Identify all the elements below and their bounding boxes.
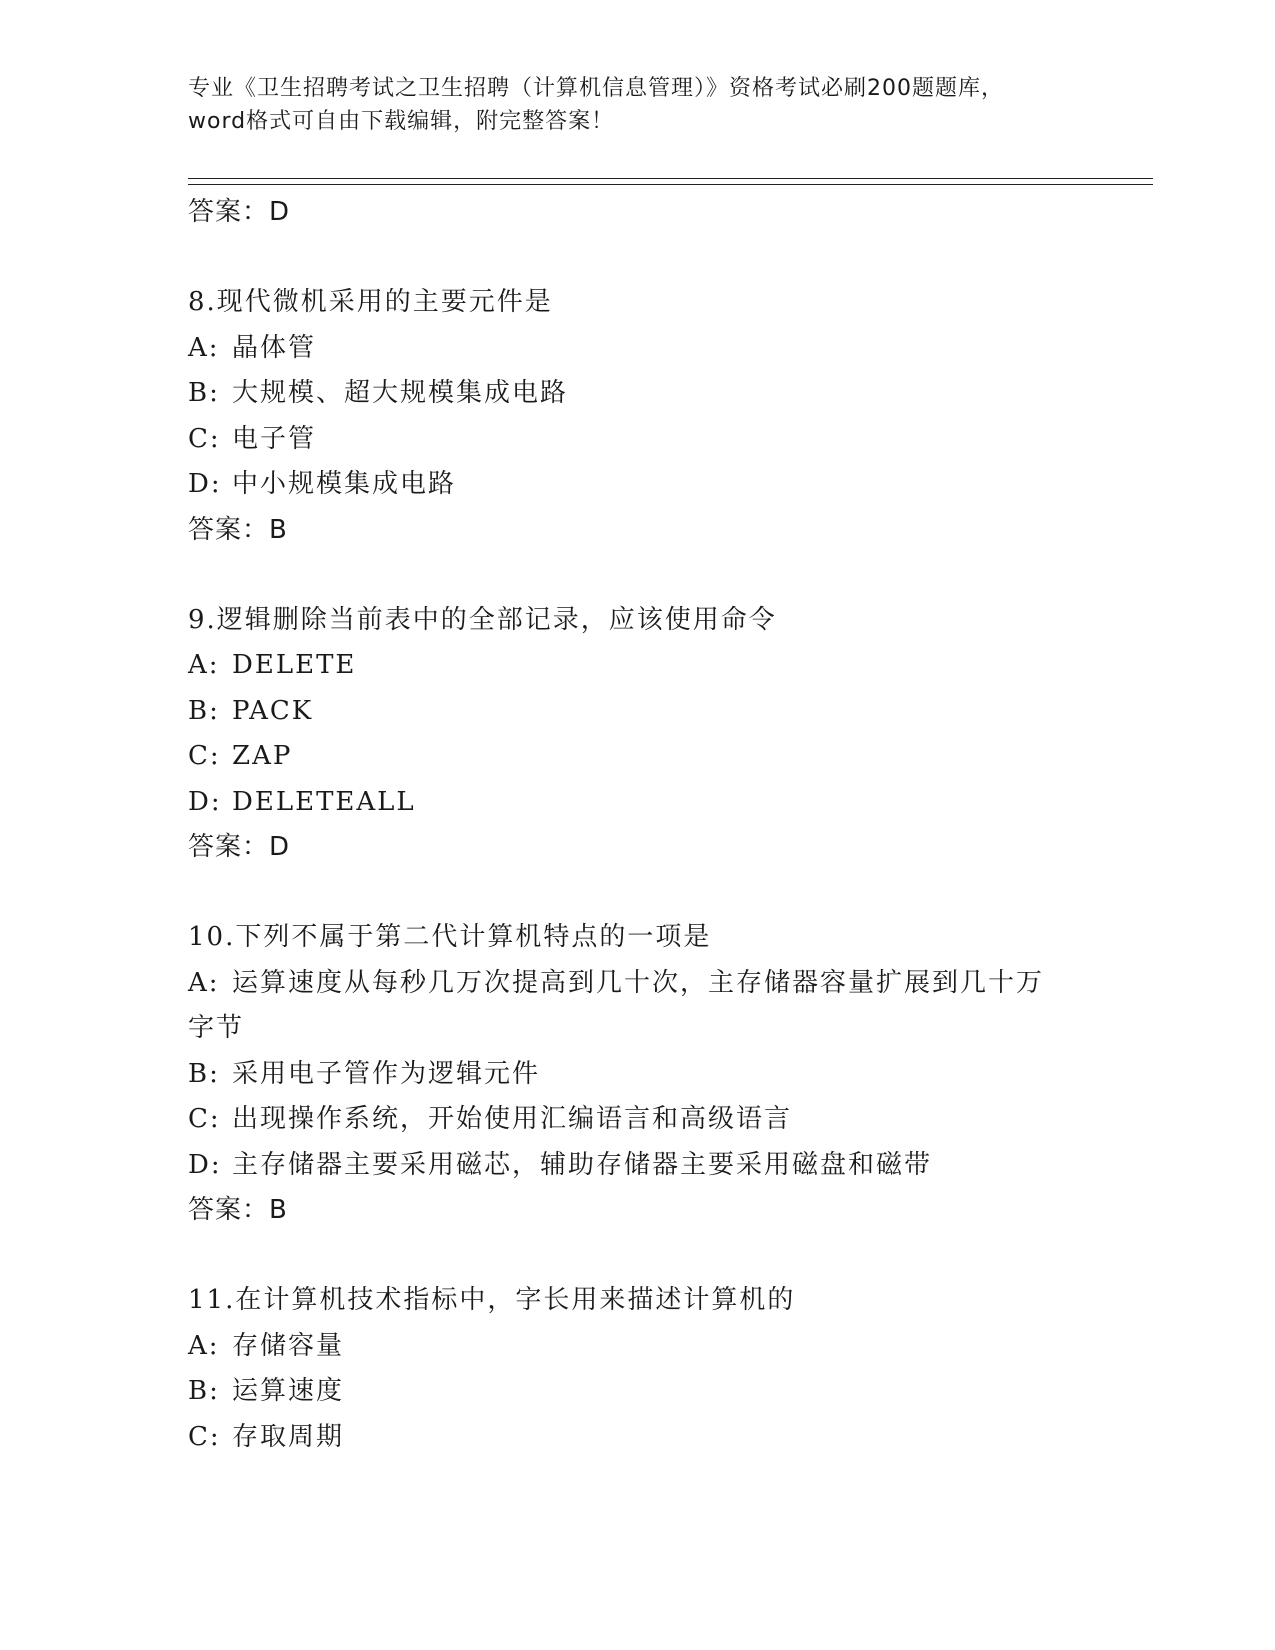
option-b: [188, 371, 1148, 417]
option-letter: C:: [188, 1421, 221, 1452]
option-c: [188, 1415, 1148, 1461]
option-letter: C:: [188, 423, 221, 454]
question-title: 10.下列不属于第二代计算机特点的一项是: [188, 922, 712, 952]
option-c: [188, 1097, 1148, 1143]
option-a: [188, 326, 1148, 372]
document-header: [188, 72, 1088, 138]
option-a-continuation: 字节: [188, 1013, 245, 1043]
question-title: 11.在计算机技术指标中，字长用来描述计算机的: [188, 1285, 796, 1315]
header-divider-top: [188, 178, 1153, 179]
option-text: 存储容量: [232, 1330, 345, 1361]
option-letter: D:: [188, 469, 222, 499]
option-letter: B:: [188, 378, 220, 408]
header-line-2: word格式可自由下载编辑，附完整答案！: [188, 109, 615, 134]
option-a: [188, 643, 1148, 689]
option-text: ZAP: [232, 741, 293, 771]
option-text: 晶体管: [232, 332, 317, 363]
option-text: 出现操作系统，开始使用汇编语言和高级语言: [232, 1104, 793, 1134]
option-letter: C:: [188, 1104, 221, 1134]
option-c: [188, 417, 1148, 463]
option-letter: C:: [188, 741, 221, 771]
option-a: [188, 961, 1148, 1007]
question-title: 9.逻辑删除当前表中的全部记录，应该使用命令: [188, 604, 777, 635]
option-text: 主存储器主要采用磁芯，辅助存储器主要采用磁盘和磁带: [232, 1149, 933, 1180]
option-text: 存取周期: [232, 1421, 345, 1452]
answer-line: 答案：B: [188, 1195, 288, 1225]
question-title: 8.现代微机采用的主要元件是: [188, 287, 553, 317]
question-item: [188, 1278, 1148, 1460]
option-text: 采用电子管作为逻辑元件: [232, 1058, 541, 1089]
option-text: DELETEALL: [232, 786, 416, 817]
answer-line: 答案：D: [188, 197, 291, 227]
option-b: [188, 1052, 1148, 1098]
option-text: 运算速度: [232, 1376, 345, 1406]
question-item: [188, 280, 1148, 552]
option-b: [188, 1369, 1148, 1415]
option-letter: A:: [188, 650, 220, 680]
option-letter: D:: [188, 786, 222, 817]
option-text: PACK: [232, 695, 314, 726]
option-letter: B:: [188, 1376, 220, 1406]
option-letter: A:: [188, 332, 220, 363]
option-text: 大规模、超大规模集成电路: [232, 378, 569, 408]
answer-line: 答案：B: [188, 514, 288, 545]
question-item: [188, 598, 1148, 870]
answer-line: 答案：D: [188, 832, 291, 862]
option-letter: A:: [188, 967, 220, 998]
option-text: 运算速度从每秒几万次提高到几十次，主存储器容量扩展到几十万: [232, 967, 1045, 998]
option-a: [188, 1324, 1148, 1370]
option-d: [188, 1143, 1148, 1189]
option-text: 电子管: [232, 423, 317, 454]
question-item: [188, 915, 1148, 1232]
option-text: DELETE: [232, 650, 357, 680]
header-line-1: 专业《卫生招聘考试之卫生招聘（计算机信息管理）》资格考试必刷200题题库，: [188, 76, 1004, 101]
option-letter: B:: [188, 1058, 220, 1089]
question-list: [188, 190, 1148, 1460]
option-letter: A:: [188, 1330, 220, 1361]
option-b: [188, 689, 1148, 735]
option-d: [188, 462, 1148, 508]
option-letter: D:: [188, 1149, 222, 1180]
option-d: [188, 780, 1148, 826]
header-divider-bottom: [188, 184, 1153, 185]
option-letter: B:: [188, 695, 220, 726]
option-text: 中小规模集成电路: [232, 469, 457, 499]
option-c: [188, 734, 1148, 780]
